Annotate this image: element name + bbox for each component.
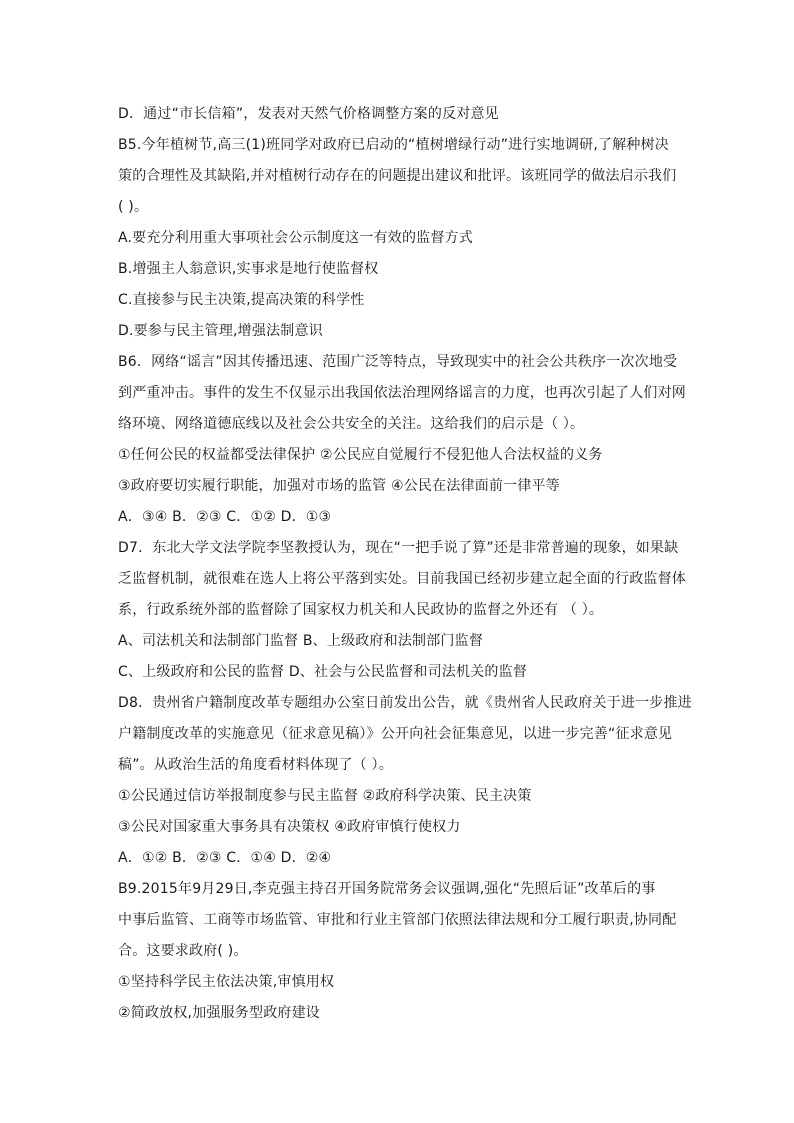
text-line: B9.2015年9月29日,李克强主持召开国务院常务会议强调,强化“先照后证”改革后的事 [118,881,656,897]
text-line: 合。这要求政府( )。 [118,943,248,959]
text-line: D8．贵州省户籍制度改革专题组办公室日前发出公告，就《贵州省人民政府关于进一步推进 [118,695,692,711]
text-line: 中事后监管、工商等市场监管、审批和行业主管部门依照法律法规和分工履行职责,协同配 [118,912,677,928]
question-text-block [118,99,692,1029]
text-line: B.增强主人翁意识,实事求是地行使监督权 [118,261,379,277]
text-line: C.直接参与民主决策,提高决策的科学性 [118,292,365,308]
text-line: 稿”。从政治生活的角度看材料体现了（ ）。 [118,757,393,773]
text-line: A．①② B．②③ C．①④ D．②④ [118,850,332,866]
text-line: B5.今年植树节,高三(1)班同学对政府已启动的“植树增绿行动”进行实地调研,了解种树决 [118,137,669,153]
text-line: D7．东北大学文法学院李坚教授认为，现在“一把手说了算”还是非常普遍的现象，如果缺 [118,540,679,556]
text-line: A．③④ B．②③ C．①② D．①③ [118,509,332,525]
text-line: B6．网络“谣言”因其传播迅速、范围广泛等特点，导致现实中的社会公共秩序一次次地受 [118,354,678,370]
text-line: ①坚持科学民主依法决策,审慎用权 [118,974,335,990]
text-line: 系，行政系统外部的监督除了国家权力机关和人民政协的监督之外还有 （ ）。 [118,602,604,618]
text-line: ③政府要切实履行职能，加强对市场的监管 ④公民在法律面前一律平等 [118,478,560,494]
text-line: 乏监督机制，就很难在选人上将公平落到实处。目前我国已经初步建立起全面的行政监督体 [118,571,686,587]
text-line: D．通过“市长信箱”，发表对天然气价格调整方案的反对意见 [118,106,499,122]
text-line: D.要参与民主管理,增强法制意识 [118,323,323,339]
text-line: ③公民对国家重大事务具有决策权 ④政府审慎行使权力 [118,819,461,835]
text-line: ①任何公民的权益都受法律保护 ②公民应自觉履行不侵犯他人合法权益的义务 [118,447,603,463]
text-line: ②简政放权,加强服务型政府建设 [118,1005,321,1021]
text-line: 络环境、网络道德底线以及社会公共安全的关注。这给我们的启示是（ ）。 [118,416,585,432]
text-line: 策的合理性及其缺陷,并对植树行动存在的问题提出建议和批评。该班同学的做法启示我们 [118,168,677,184]
text-line: A、司法机关和法制部门监督 B、上级政府和法制部门监督 [118,633,484,649]
text-line: ①公民通过信访举报制度参与民主监督 ②政府科学决策、民主决策 [118,788,532,804]
text-line: A.要充分利用重大事项社会公示制度这一有效的监督方式 [118,230,473,246]
text-line: ( )。 [118,199,149,215]
text-line: 户籍制度改革的实施意见（征求意见稿）》公开向社会征集意见，以进一步完善“征求意见 [118,726,673,742]
text-line: C、上级政府和公民的监督 D、社会与公民监督和司法机关的监督 [118,664,528,680]
text-line: 到严重冲击。事件的发生不仅显示出我国依法治理网络谣言的力度，也再次引起了人们对网 [118,385,686,401]
